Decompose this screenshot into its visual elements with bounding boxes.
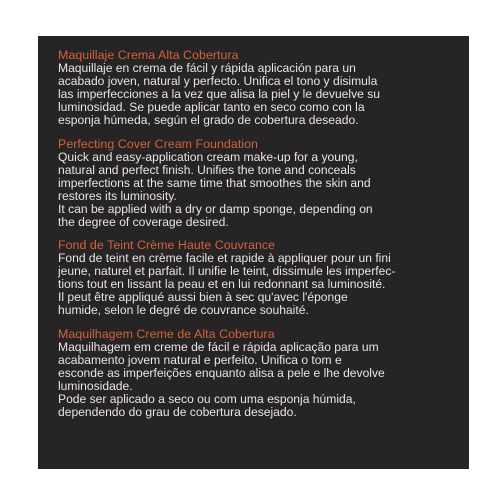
body-line: luminosidade.: [58, 379, 133, 394]
body-line: Il peut être appliqué aussi bien à sec qu'avec l'éponge: [58, 290, 348, 305]
body-line: Pode ser aplicado a seco ou com uma esponja húmida,: [58, 392, 356, 407]
body-line: the degree of coverage desired.: [58, 214, 229, 229]
body-line: tions tout en lissant la peau et en lui redonnant sa luminosité.: [58, 277, 386, 292]
body-line: dependendo do grau de cobertura desejado.: [58, 405, 297, 420]
product-description-panel: [38, 36, 469, 469]
section-portuguese: [58, 328, 461, 419]
body-line: las imperfecciones a la vez que alisa la piel y le devuelve su: [58, 86, 381, 101]
section-heading-english: Perfecting Cover Cream Foundation: [58, 136, 258, 151]
body-line: humide, selon le degré de couvrance souhaité.: [58, 303, 309, 318]
body-line: Maquillaje en crema de fácil y rápida aplicación para un: [58, 61, 356, 75]
body-line: esconde as imperfeições enquanto alisa a pele e lhe devolve: [58, 366, 385, 381]
section-english: [58, 138, 461, 229]
section-french: [58, 239, 461, 317]
body-line: natural and perfect finish. Unifies the tone and conceals: [58, 162, 356, 177]
body-line: Quick and easy-application cream make-up for a young,: [58, 149, 358, 164]
body-line: restores its luminosity.: [58, 188, 177, 203]
body-line: acabado joven, natural y perfecto. Unifica el tono y disimula: [58, 73, 378, 88]
body-line: It can be applied with a dry or damp sponge, depending on: [58, 201, 373, 216]
body-line: Fond de teint en crème facile et rapide à appliquer pour un fini: [58, 251, 391, 266]
section-heading-spanish: Maquillaje Crema Alta Cobertura: [58, 48, 239, 62]
section-spanish: [58, 49, 461, 127]
body-line: esponja húmeda, según el grado de cobertura deseado.: [58, 112, 359, 127]
body-line: luminosidad. Se puede aplicar tanto en seco como con la: [58, 99, 365, 114]
body-line: acabamento jovem natural e perfeito. Unifica o tom e: [58, 353, 342, 368]
section-heading-portuguese: Maquilhagem Creme de Alta Cobertura: [58, 327, 275, 342]
body-line: imperfections at the same time that smoothes the skin and: [58, 175, 371, 190]
body-line: jeune, naturel et parfait. Il unifie le teint, dissimule les imperfec-: [58, 264, 396, 279]
body-line: Maquilhagem em creme de fácil e rápida aplicação para um: [58, 340, 379, 355]
section-heading-french: Fond de Teint Crème Haute Couvrance: [58, 238, 276, 253]
